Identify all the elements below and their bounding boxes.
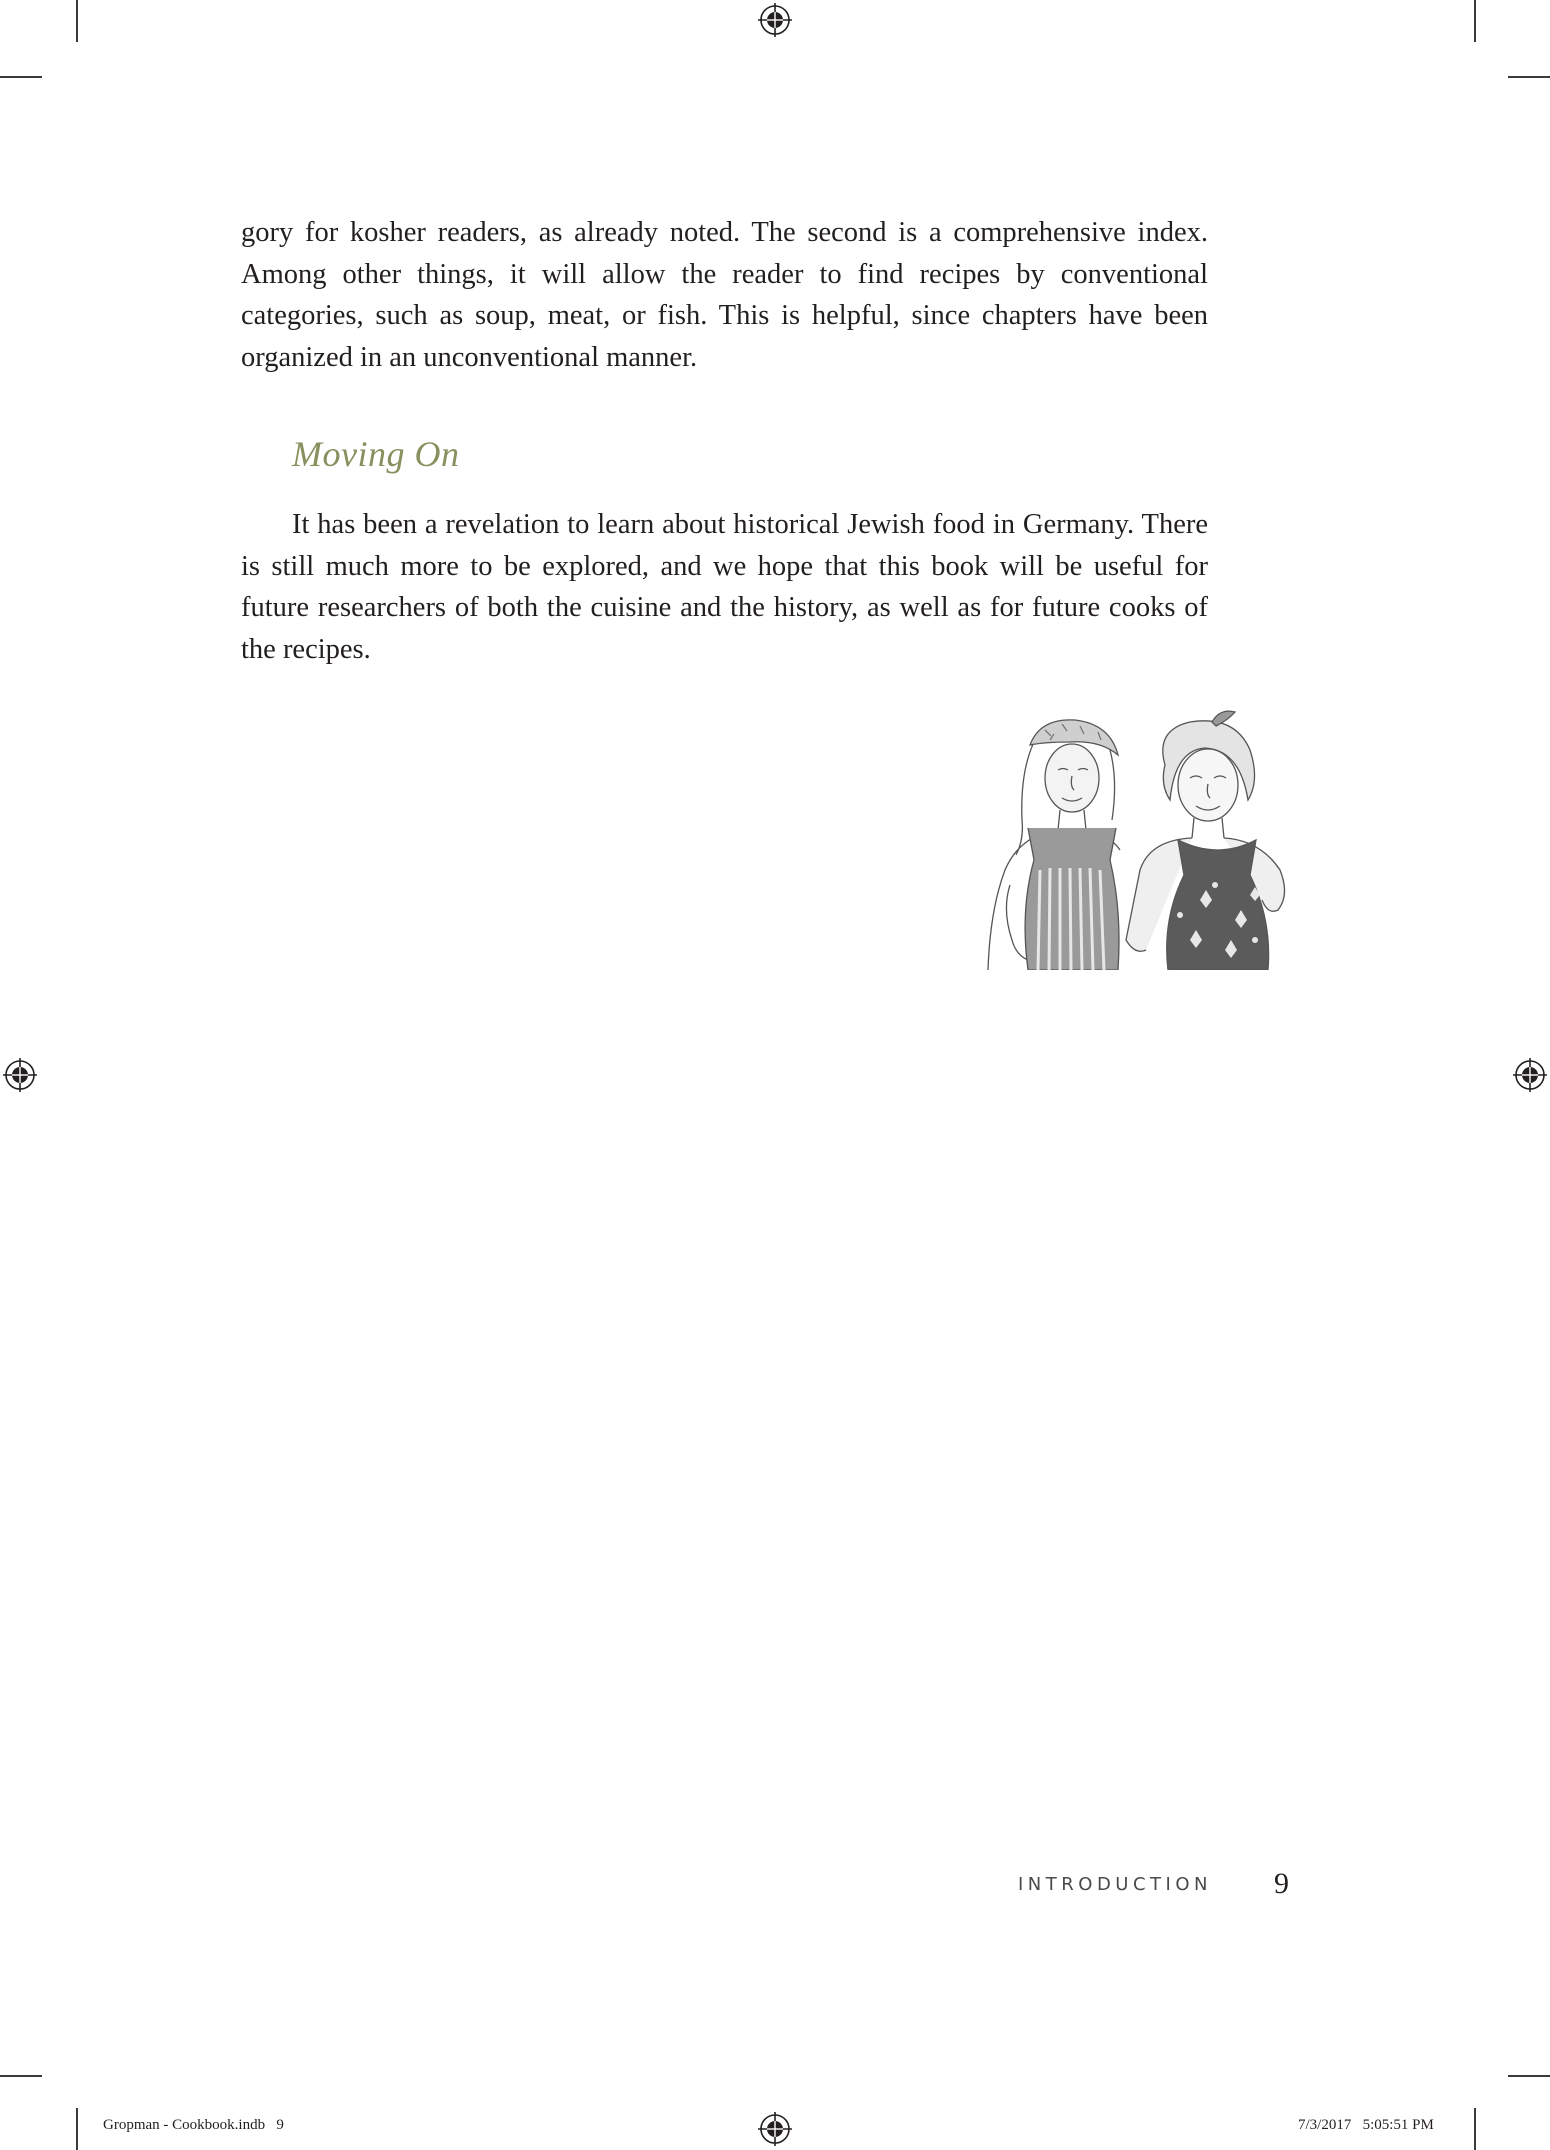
crop-mark-right-bottom	[1508, 2075, 1550, 2077]
registration-mark-icon	[3, 1058, 37, 1092]
paragraph-continued	[241, 212, 1208, 378]
paragraph-text: It has been a revelation to learn about historical Jewish food in Germany. There is still much more to be explored, and we hope that this book will be useful for future researchers of both the cuisine and the history, as well as for future cooks of the recipes.	[241, 509, 1208, 665]
registration-mark-icon	[758, 2112, 792, 2146]
section-heading: Moving On	[292, 434, 460, 474]
page-number: 9	[1274, 1867, 1289, 1900]
slug-file-info: Gropman - Cookbook.indb 9	[103, 2117, 284, 2133]
crop-mark-bottom-left	[76, 2108, 78, 2150]
crop-mark-top-left	[76, 0, 78, 42]
crop-mark-top-right	[1474, 0, 1476, 42]
crop-mark-bottom-right	[1474, 2108, 1476, 2150]
crop-mark-right-top	[1508, 76, 1550, 78]
running-head: INTRODUCTION	[1018, 1874, 1212, 1895]
paragraph	[241, 504, 1208, 670]
crop-mark-left-top	[0, 76, 42, 78]
crop-mark-left-bottom	[0, 2075, 42, 2077]
slug-datetime: 7/3/2017 5:05:51 PM	[1298, 2117, 1434, 2133]
registration-mark-icon	[1513, 1058, 1547, 1092]
registration-mark-icon	[758, 3, 792, 37]
paragraph-text: gory for kosher readers, as already noted. The second is a comprehensive index. Among other things, it will allow the reader to find recipes by conventional categories, such as soup, meat, or fish. This is helpful, since chapters have been organized in an unconventional manner.	[241, 217, 1208, 373]
two-women-in-aprons-illustration	[950, 710, 1320, 970]
